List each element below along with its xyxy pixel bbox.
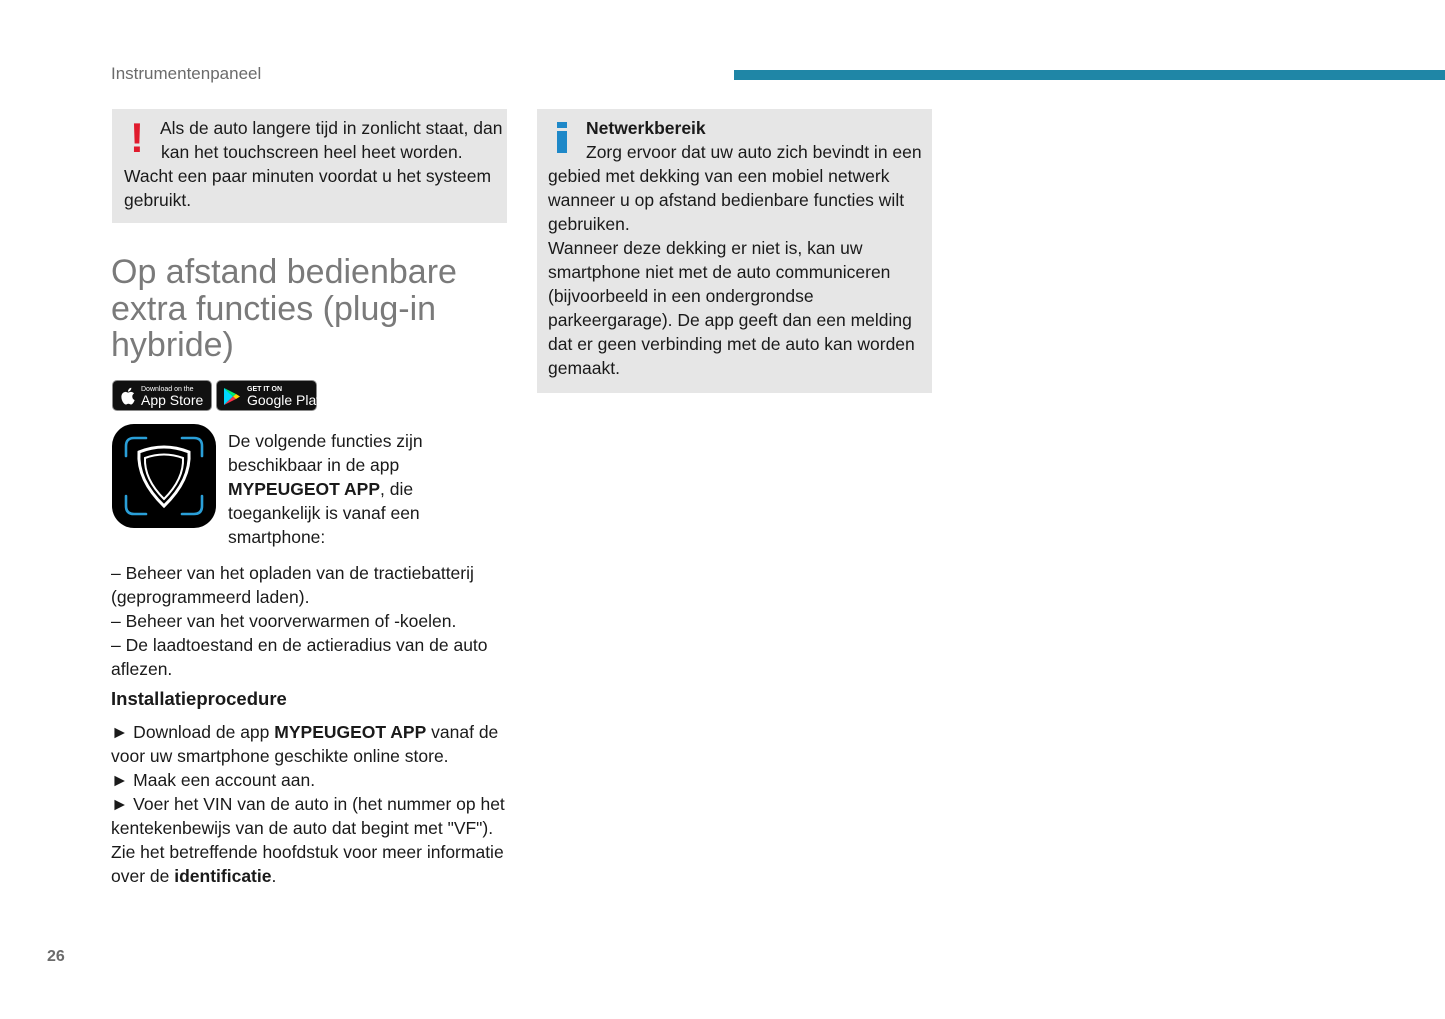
google-play-badge[interactable] bbox=[216, 380, 324, 411]
app-store-caption: Download on the bbox=[141, 386, 194, 393]
google-play-caption: GET IT ON bbox=[247, 386, 282, 393]
exclamation-icon: ! bbox=[130, 114, 144, 161]
page-number: 26 bbox=[47, 948, 65, 965]
info-line: smartphone niet met de auto communiceren bbox=[548, 262, 891, 282]
info-line: Wanneer deze dekking er niet is, kan uw bbox=[548, 238, 863, 258]
title-line: extra functies (plug-in bbox=[111, 289, 437, 328]
info-line: gebruiken. bbox=[548, 214, 630, 234]
info-line: (bijvoorbeeld in een ondergrondse bbox=[548, 286, 814, 306]
google-play-label: Google Play bbox=[247, 392, 324, 408]
install-step bbox=[111, 720, 498, 744]
info-line: Zorg ervoor dat uw auto zich bevindt in een bbox=[586, 142, 922, 162]
title-line: Op afstand bedienbare bbox=[111, 253, 457, 291]
identificatie-link: identificatie bbox=[174, 866, 272, 886]
info-line: dat er geen verbinding met de auto kan worden bbox=[548, 334, 915, 354]
install-step: kentekenbewijs van de auto dat begint met "VF"). bbox=[111, 818, 494, 838]
intro-fragment: , die bbox=[380, 479, 414, 499]
app-name: MYPEUGEOT APP bbox=[228, 479, 381, 499]
info-line: gemaakt. bbox=[548, 358, 620, 378]
app-store-label: App Store bbox=[141, 392, 204, 408]
install-step: Zie het betreffende hoofdstuk voor meer informatie bbox=[111, 842, 504, 862]
section-accent-bar bbox=[734, 70, 1445, 80]
warning-line: Wacht een paar minuten voordat u het systeem bbox=[124, 166, 492, 186]
feature-item: aflezen. bbox=[111, 659, 173, 679]
google-play-icon bbox=[223, 387, 241, 406]
intro-line: beschikbaar in de app bbox=[228, 455, 400, 475]
section-title: Instrumentenpaneel bbox=[111, 64, 262, 83]
intro-line bbox=[228, 477, 413, 501]
install-heading: Installatieprocedure bbox=[111, 688, 287, 709]
title-line: hybride) bbox=[111, 326, 234, 364]
intro-line: toegankelijk is vanaf een bbox=[228, 503, 420, 523]
step-text: over de bbox=[111, 866, 175, 886]
feature-item: – Beheer van het opladen van de tractiebatterij bbox=[111, 563, 474, 583]
feature-item: – De laadtoestand en de actieradius van de auto bbox=[111, 635, 488, 655]
feature-item: – Beheer van het voorverwarmen of -koelen. bbox=[111, 611, 457, 631]
warning-line: gebruikt. bbox=[124, 190, 192, 210]
info-line: parkeergarage). De app geeft dan een melding bbox=[548, 310, 912, 330]
info-line: gebied met dekking van een mobiel netwerk bbox=[548, 166, 890, 186]
feature-item: (geprogrammeerd laden). bbox=[111, 587, 310, 607]
step-text: ► Download de app bbox=[111, 722, 275, 742]
intro-line: smartphone: bbox=[228, 527, 326, 547]
install-step bbox=[111, 864, 276, 888]
install-step: ► Maak een account aan. bbox=[111, 770, 316, 790]
warning-line: Als de auto langere tijd in zonlicht staat, dan bbox=[160, 118, 503, 138]
info-line: wanneer u op afstand bedienbare functies wilt bbox=[548, 190, 905, 210]
install-step: voor uw smartphone geschikte online store. bbox=[111, 746, 449, 766]
install-step: ► Voer het VIN van de auto in (het nummer op het bbox=[111, 794, 505, 814]
info-box bbox=[537, 109, 932, 393]
info-title: Netwerkbereik bbox=[586, 118, 706, 138]
warning-box bbox=[112, 109, 507, 223]
info-icon bbox=[557, 122, 567, 153]
page-title bbox=[111, 254, 457, 364]
mypeugeot-app-icon bbox=[112, 424, 216, 528]
apple-icon bbox=[120, 387, 135, 405]
step-text: vanaf de bbox=[426, 722, 499, 742]
intro-line: De volgende functies zijn bbox=[228, 431, 423, 451]
app-name: MYPEUGEOT APP bbox=[274, 722, 427, 742]
warning-line: kan het touchscreen heel heet worden. bbox=[161, 142, 463, 162]
app-store-badge[interactable] bbox=[112, 380, 212, 411]
step-text: . bbox=[271, 866, 277, 886]
